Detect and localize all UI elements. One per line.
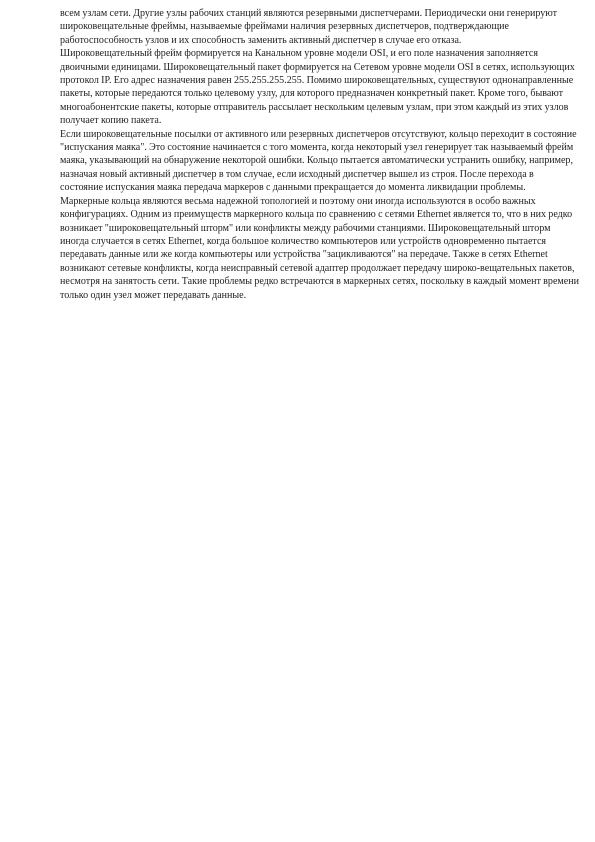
paragraph: всем узлам сети. Другие узлы рабочих станций являются резервными диспетчерами. Периодически они генерируют широковещательные фреймы, называемые фреймами наличия резервных диспетчеров, подтверждающие работоспособность узлов и их способность заменить активный диспетчер в случае его отказа. — [60, 8, 558, 46]
paragraph: Маркерные кольца являются весьма надежной топологией и поэтому они иногда используются в особо важных конфигурациях. Одним из преимуществ маркерного кольца по сравнению с сетями Ethernet является то, что в них редко возникает "широковещательный шторм" или конфликты между рабочими станциями. Широковещательный шторм иногда случается в сетях Ethernet, когда большое количество компьютеров или устройств одновременно пытается передавать данные или же когда компьютеры или устройства "зацикливаются" на передаче. Также в сетях Ethernet возникают сетевые конфликты, когда неисправный сетевой адаптер продолжает передачу широко-вещательных пакетов, несмотря на занятость сети. Такие проблемы редко встречаются в маркерных сетях, поскольку в каждый момент времени только один узел может передавать данные. — [60, 195, 579, 301]
document-page — [60, 7, 579, 302]
paragraph: Если широковещательные посылки от активного или резервных диспетчеров отсутствуют, кольцо переходит в состояние "испускания маяка". Это состояние начинается с того момента, когда некоторый узел генерирует так называемый фрейм маяка, указывающий на обнаружение некоторой ошибки. Кольцо пытается автоматически устранить ошибку, например, назначая новый активный диспетчер в том случае, если исходный диспетчер вышел из строя. После перехода в состояние испускания маяка передача маркеров с данными прекращается до момента ликвидации проблемы. — [60, 128, 577, 194]
paragraph: Широковещательный фрейм формируется на Канальном уровне модели OSI, и его поле назначения заполняется двоичными единицами. Широковещательный пакет формируется на Сетевом уровне модели OSI в сетях, использующих протокол IP. Его адрес назначения равен 255.255.255.255. Помимо широковещательных, существуют однонаправленные пакеты, которые передаются только целевому узлу, для которого предназначен конкретный пакет. Кроме того, бывают многоабонентские пакеты, которые отправитель рассылает нескольким целевым узлам, при этом каждый из этих узлов получает копию пакета. — [60, 48, 575, 127]
